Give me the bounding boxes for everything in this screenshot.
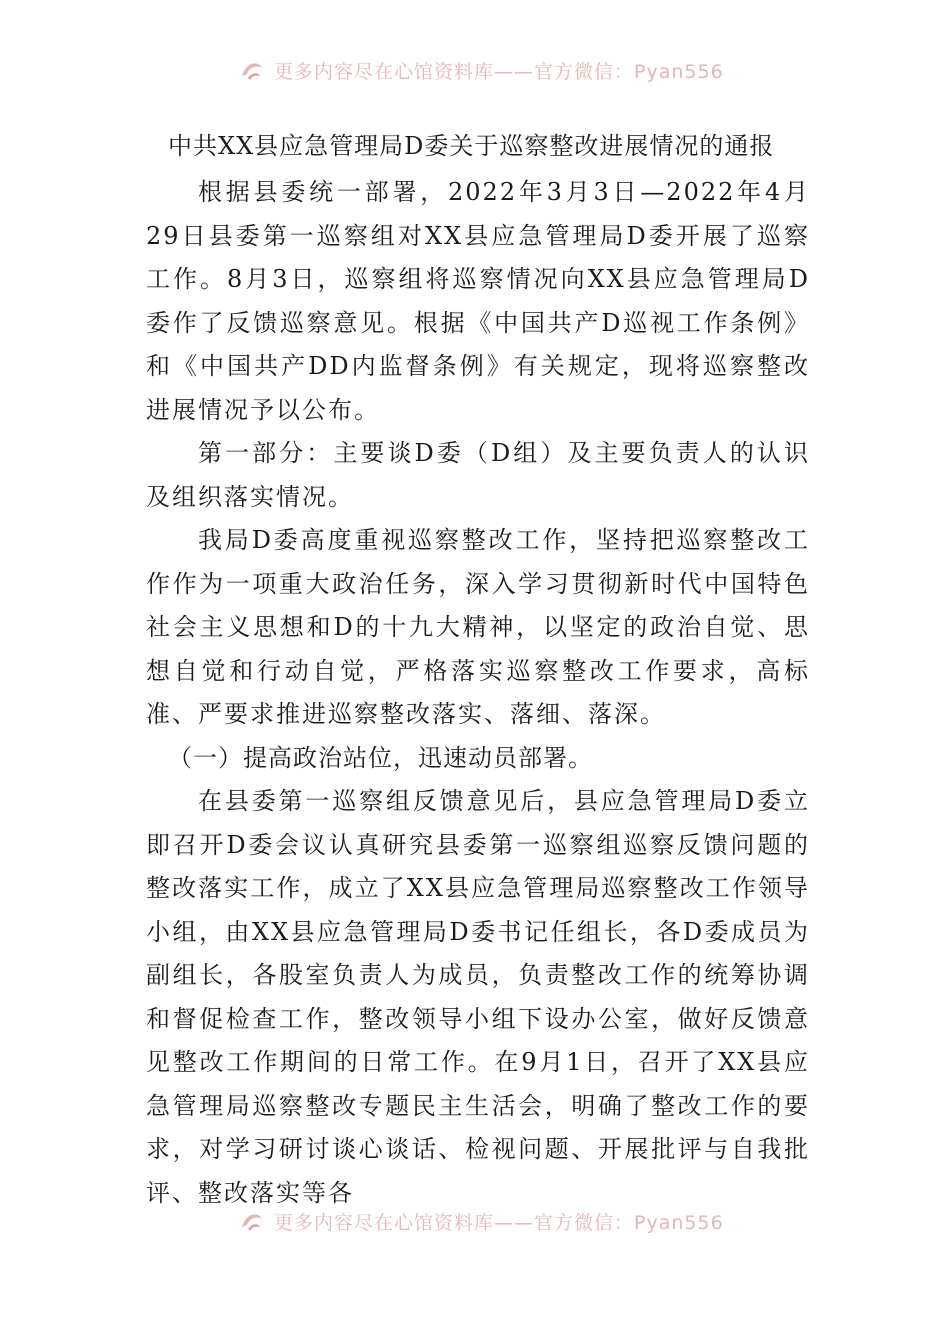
watermark-footer bbox=[238, 1206, 724, 1236]
paragraph-mobilization: 在县委第一巡察组反馈意见后，县应急管理局D委立即召开D委会议认真研究县委第一巡察组巡察反馈问题的整改落实工作，成立了XX县应急管理局巡察整改工作领导小组，由XX县应急管理局D委书记任组长，各D委成员为副组长，各股室负责人为成员，负责整改工作的统筹协调和督促检查工作，整改领导小组下设办公室，做好反馈意见整改工作期间的日常工作。在9月1日，召开了XX县应急管理局巡察整改专题民主生活会，明确了整改工作的要求，对学习研讨谈心谈话、检视问题、开展批评与自我批评、整改落实等各 bbox=[146, 787, 810, 1207]
paragraph-intro: 根据县委统一部署，2022年3月3日—2022年4月29日县委第一巡察组对XX县应急管理局D委开展了巡察工作。8月3日，巡察组将巡察情况向XX县应急管理局D委作了反馈巡察意见。根据《中国共产D巡视工作条例》和《中国共产DD内监督条例》有关规定，现将巡察整改进展情况予以公布。 bbox=[146, 178, 810, 424]
document-page bbox=[146, 126, 810, 1215]
watermark-text: 更多内容尽在心馆资料库——官方微信：Pyan556 bbox=[274, 60, 724, 83]
section-heading-one: （一）提高政治站位，迅速动员部署。 bbox=[168, 743, 593, 772]
watermark-logo-icon bbox=[238, 56, 266, 84]
watermark-logo-icon bbox=[238, 1207, 266, 1235]
paragraph-part-one-heading: 第一部分：主要谈D委（D组）及主要负责人的认识及组织落实情况。 bbox=[146, 439, 810, 511]
paragraph-party-committee: 我局D委高度重视巡察整改工作，坚持把巡察整改工作作为一项重大政治任务，深入学习贯彻新时代中国特色社会主义思想和D的十九大精神，以坚定的政治自觉、思想自觉和行动自觉，严格落实巡察整改工作要求，高标准、严要求推进巡察整改落实、落细、落深。 bbox=[146, 526, 810, 728]
watermark-header bbox=[238, 55, 724, 85]
document-title: 中共XX县应急管理局D委关于巡察整改进展情况的通报 bbox=[168, 132, 775, 160]
watermark-text: 更多内容尽在心馆资料库——官方微信：Pyan556 bbox=[274, 1211, 724, 1234]
